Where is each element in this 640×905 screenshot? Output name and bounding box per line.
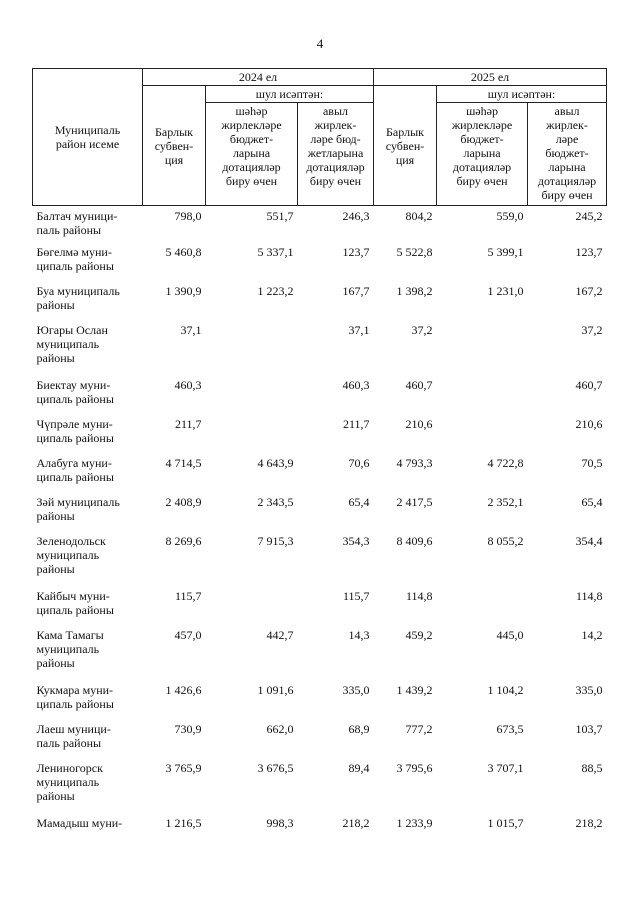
cell-total-2025: 460,7	[405, 377, 433, 392]
header-including-2025: шул исәптән:	[437, 86, 607, 103]
cell-total-2024: 2 408,9	[165, 494, 202, 509]
page-number: 4	[316, 36, 324, 51]
cell-district-name: Лаеш муници- паль районы	[36, 721, 111, 750]
cell-total-2024: 457,0	[174, 627, 202, 642]
cell-city-2024	[206, 589, 298, 628]
cell-city-2024: 3 676,5	[257, 760, 294, 775]
cell-rural-2025: 65,4	[581, 494, 603, 509]
cell-district-name: Кукмара муни- ципаль районы	[36, 682, 114, 711]
cell-district-name: Кама Тамагы муниципаль районы	[36, 627, 104, 670]
cell-district-name: Кайбыч муни- ципаль районы	[36, 588, 114, 617]
subvention-table	[32, 68, 607, 855]
cell-total-2025: 37,2	[411, 322, 433, 337]
cell-total-2024: 4 714,5	[165, 455, 202, 470]
table-row	[33, 378, 607, 417]
cell-city-2025: 673,5	[496, 721, 524, 736]
cell-district-name: Мамадыш муни-	[36, 815, 123, 830]
cell-rural-2024: 460,3	[342, 377, 370, 392]
table-row	[33, 761, 607, 816]
table-row	[33, 206, 607, 245]
cell-total-2025: 210,6	[405, 416, 433, 431]
header-total-2025: Барлык субвен- ция	[374, 86, 437, 206]
cell-rural-2025: 210,6	[575, 416, 603, 431]
cell-total-2025: 3 795,6	[396, 760, 433, 775]
table-row	[33, 245, 607, 284]
table-row	[33, 284, 607, 323]
cell-city-2024: 1 091,6	[257, 682, 294, 697]
cell-city-2024: 7 915,3	[257, 533, 294, 548]
cell-total-2025: 1 439,2	[396, 682, 433, 697]
cell-city-2024	[206, 417, 298, 456]
cell-total-2024: 37,1	[180, 322, 202, 337]
cell-total-2025: 804,2	[405, 209, 433, 223]
cell-city-2025	[437, 417, 528, 456]
cell-rural-2024: 218,2	[342, 815, 370, 830]
cell-city-2025: 445,0	[496, 627, 524, 642]
cell-district-name: Чүпрәле муни- ципаль районы	[36, 416, 114, 445]
cell-city-2025: 1 015,7	[487, 815, 524, 830]
header-municipal-district: Муниципаль район исеме	[33, 69, 143, 206]
header-rural-2024: авыл жирлек- ләре бюд- жетларына дотацияләр биру өчен	[298, 103, 374, 206]
cell-rural-2024: 211,7	[342, 416, 370, 431]
cell-rural-2025: 460,7	[575, 377, 603, 392]
cell-rural-2024: 14,3	[348, 627, 370, 642]
cell-rural-2025: 103,7	[575, 721, 603, 736]
header-including-2024: шул исәптән:	[206, 86, 374, 103]
cell-city-2024: 1 223,2	[257, 283, 294, 298]
cell-rural-2024: 335,0	[342, 682, 370, 697]
cell-city-2025: 2 352,1	[487, 494, 524, 509]
cell-total-2025: 1 398,2	[396, 283, 433, 298]
cell-rural-2024: 37,1	[348, 322, 370, 337]
cell-total-2024: 1 390,9	[165, 283, 202, 298]
cell-city-2024: 998,3	[266, 815, 294, 830]
cell-rural-2025: 167,2	[575, 283, 603, 298]
cell-total-2025: 114,8	[405, 588, 433, 603]
cell-rural-2025: 70,5	[581, 455, 603, 470]
cell-rural-2024: 68,9	[348, 721, 370, 736]
table-row	[33, 816, 607, 855]
cell-rural-2025: 245,2	[575, 209, 603, 223]
cell-rural-2024: 123,7	[342, 244, 370, 259]
cell-total-2024: 730,9	[174, 721, 202, 736]
cell-city-2025: 1 231,0	[487, 283, 524, 298]
header-city-2024: шәһәр жирлекләре бюджет- ларына дотацияләр биру өчен	[206, 103, 298, 206]
cell-total-2024: 5 460,8	[165, 244, 202, 259]
cell-city-2025	[437, 378, 528, 417]
table-row	[33, 323, 607, 378]
cell-district-name: Зеленодольск муниципаль районы	[36, 533, 106, 576]
cell-rural-2025: 14,2	[581, 627, 603, 642]
cell-city-2024: 662,0	[266, 721, 294, 736]
cell-total-2024: 115,7	[174, 588, 202, 603]
table-row	[33, 417, 607, 456]
cell-city-2024	[206, 323, 298, 378]
table-row	[33, 534, 607, 589]
cell-rural-2025: 335,0	[575, 682, 603, 697]
cell-city-2025	[437, 323, 528, 378]
cell-rural-2024: 167,7	[342, 283, 370, 298]
cell-total-2024: 8 269,6	[165, 533, 202, 548]
cell-city-2025: 3 707,1	[487, 760, 524, 775]
table-row	[33, 628, 607, 683]
cell-city-2024	[206, 378, 298, 417]
table-header	[33, 69, 607, 206]
header-year-2024: 2024 ел	[143, 69, 374, 86]
cell-rural-2025: 37,2	[581, 322, 603, 337]
table-row	[33, 722, 607, 761]
cell-total-2024: 460,3	[174, 377, 202, 392]
cell-total-2024: 1 216,5	[165, 815, 202, 830]
table-row	[33, 683, 607, 722]
cell-rural-2025: 218,2	[575, 815, 603, 830]
header-city-2025: шәһәр жирлекләре бюджет- ларына дотацияләр биру өчен	[437, 103, 528, 206]
cell-rural-2025: 123,7	[575, 244, 603, 259]
cell-rural-2024: 65,4	[348, 494, 370, 509]
cell-city-2025: 4 722,8	[487, 455, 524, 470]
cell-district-name: Биектау муни- ципаль районы	[36, 377, 114, 406]
table-row	[33, 495, 607, 534]
table-body	[33, 206, 607, 855]
cell-total-2025: 1 233,9	[396, 815, 433, 830]
cell-total-2025: 2 417,5	[396, 494, 433, 509]
header-total-2024: Барлык субвен- ция	[143, 86, 206, 206]
cell-total-2024: 798,0	[174, 209, 202, 223]
cell-city-2025: 1 104,2	[487, 682, 524, 697]
cell-city-2024: 4 643,9	[257, 455, 294, 470]
cell-rural-2025: 88,5	[581, 760, 603, 775]
cell-rural-2024: 246,3	[342, 209, 370, 223]
cell-total-2024: 3 765,9	[165, 760, 202, 775]
cell-total-2024: 1 426,6	[165, 682, 202, 697]
cell-district-name: Югары Ослан муниципаль районы	[36, 322, 108, 365]
cell-district-name: Балтач муници- паль районы	[36, 209, 118, 237]
cell-rural-2024: 115,7	[342, 588, 370, 603]
cell-city-2024: 442,7	[266, 627, 294, 642]
cell-district-name: Алабуга муни- ципаль районы	[36, 455, 114, 484]
header-year-2025: 2025 ел	[374, 69, 607, 86]
cell-city-2025: 5 399,1	[487, 244, 524, 259]
table-row	[33, 589, 607, 628]
cell-rural-2024: 354,3	[342, 533, 370, 548]
cell-city-2025: 559,0	[496, 209, 524, 223]
header-rural-2025: авыл жирлек- ләре бюджет- ларына дотацияләр биру өчен	[528, 103, 607, 206]
cell-district-name: Лениногорск муниципаль районы	[36, 760, 103, 803]
cell-district-name: Зәй муниципаль районы	[36, 494, 120, 523]
cell-city-2024: 551,7	[266, 209, 294, 223]
cell-rural-2025: 354,4	[575, 533, 603, 548]
cell-total-2025: 459,2	[405, 627, 433, 642]
table-row	[33, 456, 607, 495]
cell-rural-2025: 114,8	[575, 588, 603, 603]
cell-city-2024: 2 343,5	[257, 494, 294, 509]
cell-city-2025: 8 055,2	[487, 533, 524, 548]
cell-total-2025: 777,2	[405, 721, 433, 736]
cell-city-2025	[437, 589, 528, 628]
cell-rural-2024: 89,4	[348, 760, 370, 775]
cell-total-2025: 4 793,3	[396, 455, 433, 470]
cell-total-2024: 211,7	[174, 416, 202, 431]
cell-total-2025: 5 522,8	[396, 244, 433, 259]
cell-total-2025: 8 409,6	[396, 533, 433, 548]
cell-district-name: Бөгелмә муни- ципаль районы	[36, 244, 114, 273]
cell-city-2024: 5 337,1	[257, 244, 294, 259]
cell-rural-2024: 70,6	[348, 455, 370, 470]
cell-district-name: Буа муниципаль районы	[36, 283, 120, 312]
